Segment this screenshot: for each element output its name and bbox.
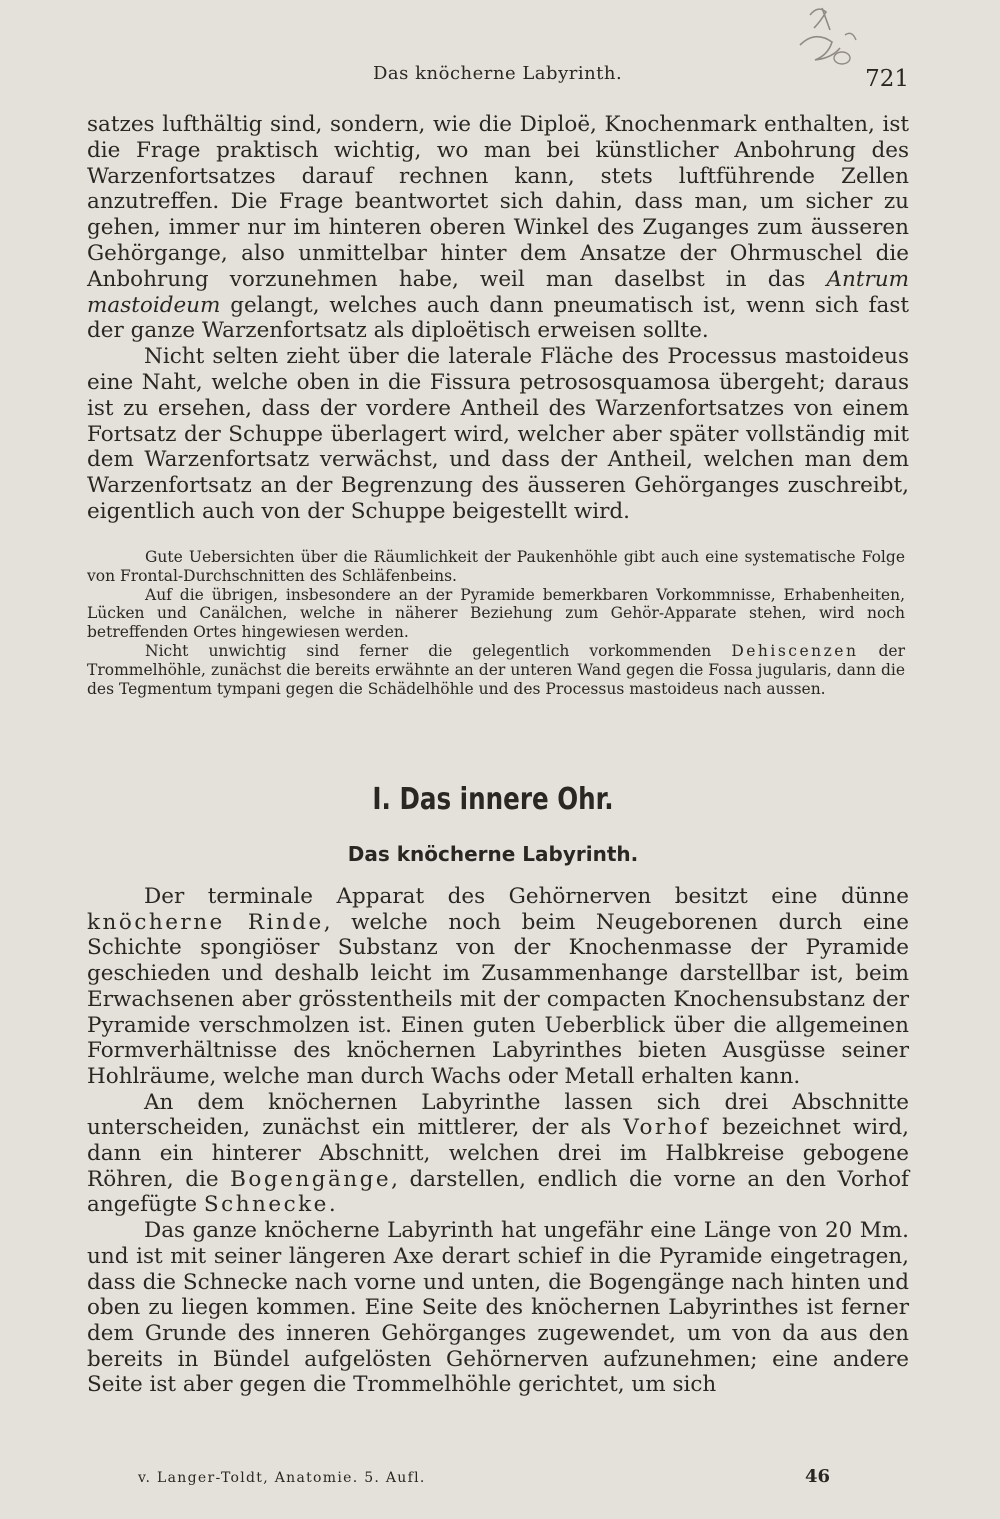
paragraph: Das ganze knöcherne Labyrinth hat ungefähr eine Länge von 20 Mm. und ist mit seiner längeren Axe derart schief in die Pyramide eingetragen, dass die Schnecke nach vorne und unten, die Bogengänge nach hinten und oben zu liegen kommen. Eine Seite des knöchernen Labyrinthes ist ferner dem Grunde des inneren Gehörganges zugewendet, um von da aus den bereits in Bündel aufgelösten Gehörnerven aufzunehmen; eine andere Seite ist aber gegen die Trommelhöhle gerichtet, um sich	[87, 1218, 909, 1398]
spaced-term: Vorhof	[623, 1115, 710, 1141]
paragraph: Der terminale Apparat des Gehörnerven besitzt eine dünne knöcherne Rinde, welche noch beim Neugeborenen durch eine Schichte spongiöser Substanz von der Knochenmasse der Pyramide geschieden und deshalb leicht im Zusammenhange darstellbar ist, beim Erwachsenen aber grösstentheils mit der compacten Knochensubstanz der Pyramide verschmolzen ist. Einen guten Ueberblick über die allgemeinen Formverhältnisse des knöchernen Labyrinthes bieten Ausgüsse seiner Hohlräume, welche man durch Wachs oder Metall erhalten kann.	[87, 884, 909, 1089]
paragraph: An dem knöchernen Labyrinthe lassen sich drei Abschnitte unterscheiden, zunächst ein mittlerer, der als Vorhof bezeichnet wird, dann ein hinterer Abschnitt, welchen drei im Halbkreise gebogene Röhren, die Bogengänge, darstellen, endlich die vorne an den Vorhof angefügte Schnecke.	[87, 1089, 910, 1218]
paragraph: Nicht selten zieht über die laterale Fläche des Processus mastoideus eine Naht, welche oben in die Fissura petrososquamosa übergeht; daraus ist zu ersehen, dass der vordere Antheil des Warzenfortsatzes von einem Fortsatz der Schuppe überlagert wird, welcher aber später vollständig mit dem Warzenfortsatz verwächst, und dass der Antheil, welchen man dem Warzenfortsatz an der Begrenzung des äusseren Gehörganges zuschreibt, eigentlich auch von der Schuppe beigestellt wird.	[87, 344, 909, 524]
note: Gute Uebersichten über die Räumlichkeit der Paukenhöhle gibt auch eine systematische Folge von Frontal-Durchschnitten des Schläfenbeins.	[87, 548, 905, 585]
section-heading: I. Das innere Ohr.	[372, 782, 614, 817]
body-text-section	[87, 884, 909, 1398]
book-reference: v. Langer-Toldt, Anatomie. 5. Aufl.	[138, 1470, 426, 1486]
note: Auf die übrigen, insbesondere an der Pyramide bemerkbaren Vorkommnisse, Erhabenheiten, Lücken und Canälchen, welche in näherer Beziehung zum Gehör-Apparate stehen, wird noch betreffenden Ortes hingewiesen werden.	[87, 585, 905, 642]
running-title: Das knöcherne Labyrinth.	[373, 63, 623, 84]
spaced-term: Dehiscenzen	[731, 641, 859, 660]
page-header	[87, 60, 915, 96]
small-print-notes	[87, 548, 905, 698]
italic-term: Antrum mastoideum	[87, 266, 909, 318]
paragraph: satzes lufthältig sind, sondern, wie die Diploë, Knochenmark enthalten, ist die Frage praktisch wichtig, wo man bei künstlicher Anbohrung des Warzenfortsatzes darauf rechnen kann, stets luftführende Zellen anzutreffen. Die Frage beantwortet sich dahin, dass man, um sicher zu gehen, immer nur im hinteren oberen Winkel des Zuganges zum äusseren Gehörgange, also unmittelbar hinter dem Ansatze der Ohrmuschel die Anbohrung vorzunehmen habe, weil man daselbst in das Antrum mastoideum gelangt, welches auch dann pneumatisch ist, wenn sich fast der ganze Warzenfortsatz als diploëtisch erweisen sollte.	[87, 112, 909, 344]
page-footer	[138, 1466, 838, 1490]
note: Nicht unwichtig sind ferner die gelegentlich vorkommenden Dehiscenzen der Trommelhöhle, zunächst die bereits erwähnte an der unteren Wand gegen die Fossa jugularis, dann die des Tegmentum tympani gegen die Schädelhöhle und des Processus mastoideus nach aussen.	[87, 641, 906, 698]
spaced-term: Bogengänge	[230, 1166, 392, 1192]
page-number: 721	[865, 66, 909, 92]
spaced-term: knöcherne Rinde	[87, 909, 324, 935]
spaced-term: Schnecke	[203, 1192, 329, 1218]
signature-mark: 46	[804, 1466, 830, 1487]
body-text	[87, 112, 909, 525]
sub-heading: Das knöcherne Labyrinth.	[347, 842, 639, 866]
